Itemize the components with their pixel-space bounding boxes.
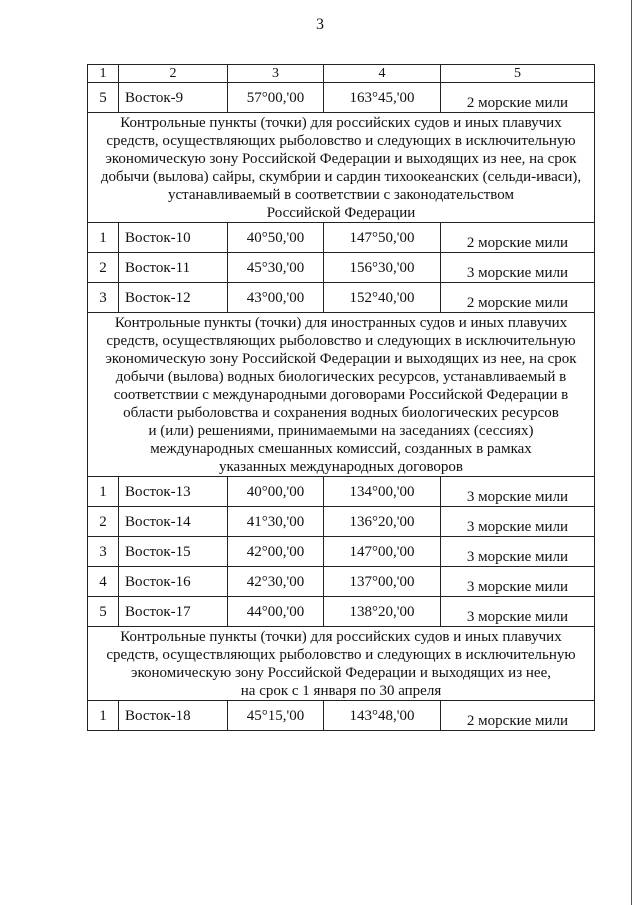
section-heading-line: и (или) решениями, принимаемыми на заседаниях (сессиях)	[148, 423, 534, 439]
section-heading-line: Российской Федерации	[266, 205, 416, 221]
point-name-cell: Восток-16	[119, 567, 228, 597]
table-row	[88, 537, 595, 567]
longitude-cell: 138°20,'00	[324, 597, 441, 627]
latitude-cell: 42°30,'00	[228, 567, 324, 597]
section-heading-line: средств, осуществляющих рыболовство и следующих в исключительную	[106, 133, 576, 149]
section-heading-line: Контрольные пункты (точки) для российских судов и иных плавучих	[120, 629, 562, 645]
distance-cell: 2 морские мили	[441, 223, 595, 253]
point-name-cell: Восток-17	[119, 597, 228, 627]
table-row	[88, 223, 595, 253]
row-number-cell: 2	[88, 253, 119, 283]
section-heading-line: на срок с 1 января по 30 апреля	[240, 683, 442, 699]
point-name-cell: Восток-13	[119, 477, 228, 507]
section-heading-line: Контрольные пункты (точки) для иностранных судов и иных плавучих	[114, 315, 568, 331]
page-number: 3	[316, 16, 324, 33]
section-heading-line: экономическую зону Российской Федерации и выходящих из нее, на срок	[105, 351, 577, 367]
section-heading	[88, 113, 595, 223]
distance-cell: 3 морские мили	[441, 567, 595, 597]
longitude-cell: 163°45,'00	[324, 83, 441, 113]
point-name-cell: Восток-12	[119, 283, 228, 313]
column-number-3: 3	[228, 65, 324, 83]
distance-cell: 2 морские мили	[441, 283, 595, 313]
column-number-row	[88, 65, 595, 83]
distance-cell: 3 морские мили	[441, 253, 595, 283]
section-heading-line: средств, осуществляющих рыболовство и следующих в исключительную	[106, 333, 576, 349]
table-body	[88, 65, 595, 731]
section-heading-line: экономическую зону Российской Федерации и выходящих из нее,	[131, 665, 551, 681]
row-number-cell: 1	[88, 477, 119, 507]
control-points-table	[87, 64, 595, 731]
latitude-cell: 40°00,'00	[228, 477, 324, 507]
longitude-cell: 136°20,'00	[324, 507, 441, 537]
column-number-1: 1	[88, 65, 119, 83]
section-heading	[88, 627, 595, 701]
longitude-cell: 137°00,'00	[324, 567, 441, 597]
row-number-cell: 5	[88, 597, 119, 627]
table-row	[88, 283, 595, 313]
row-number-cell: 3	[88, 537, 119, 567]
section-heading-line: указанных международных договоров	[218, 459, 464, 475]
section-heading-line: области рыболовства и сохранения водных биологических ресурсов	[123, 405, 559, 421]
latitude-cell: 40°50,'00	[228, 223, 324, 253]
section-heading-line: соответствии с международными договорами Российской Федерации в	[113, 387, 569, 403]
section-heading-line: экономическую зону Российской Федерации и выходящих из нее, на срок	[105, 151, 577, 167]
latitude-cell: 45°15,'00	[228, 701, 324, 731]
distance-cell: 2 морские мили	[441, 701, 595, 731]
row-number-cell: 1	[88, 701, 119, 731]
point-name-cell: Восток-15	[119, 537, 228, 567]
point-name-cell: Восток-11	[119, 253, 228, 283]
column-number-4: 4	[324, 65, 441, 83]
section-heading	[88, 313, 595, 477]
table-row	[88, 701, 595, 731]
scan-edge-line	[631, 0, 632, 905]
row-number-cell: 4	[88, 567, 119, 597]
section-heading-row	[88, 313, 595, 477]
column-number-2: 2	[119, 65, 228, 83]
section-heading-line: Контрольные пункты (точки) для российских судов и иных плавучих	[120, 115, 562, 131]
section-heading-line: добычи (вылова) водных биологических ресурсов, устанавливаемый в	[115, 369, 567, 385]
table-row	[88, 507, 595, 537]
latitude-cell: 44°00,'00	[228, 597, 324, 627]
latitude-cell: 42°00,'00	[228, 537, 324, 567]
distance-cell: 3 морские мили	[441, 597, 595, 627]
row-number-cell: 3	[88, 283, 119, 313]
longitude-cell: 147°50,'00	[324, 223, 441, 253]
table-row	[88, 597, 595, 627]
row-number-cell: 1	[88, 223, 119, 253]
longitude-cell: 156°30,'00	[324, 253, 441, 283]
section-heading-line: добычи (вылова) сайры, скумбрии и сардин тихоокеанских (сельди-иваси),	[100, 169, 582, 185]
row-number-cell: 5	[88, 83, 119, 113]
section-heading-line: средств, осуществляющих рыболовство и следующих в исключительную	[106, 647, 576, 663]
row-number-cell: 2	[88, 507, 119, 537]
section-heading-line: устанавливаемый в соответствии с законодательством	[168, 187, 514, 203]
longitude-cell: 134°00,'00	[324, 477, 441, 507]
longitude-cell: 147°00,'00	[324, 537, 441, 567]
table-row	[88, 253, 595, 283]
point-name-cell: Восток-18	[119, 701, 228, 731]
point-name-cell: Восток-10	[119, 223, 228, 253]
point-name-cell: Восток-14	[119, 507, 228, 537]
table-row	[88, 83, 595, 113]
latitude-cell: 41°30,'00	[228, 507, 324, 537]
distance-cell: 3 морские мили	[441, 507, 595, 537]
point-name-cell: Восток-9	[119, 83, 228, 113]
latitude-cell: 43°00,'00	[228, 283, 324, 313]
latitude-cell: 45°30,'00	[228, 253, 324, 283]
section-heading-row	[88, 627, 595, 701]
table-row	[88, 567, 595, 597]
distance-cell: 3 морские мили	[441, 477, 595, 507]
longitude-cell: 152°40,'00	[324, 283, 441, 313]
longitude-cell: 143°48,'00	[324, 701, 441, 731]
section-heading-row	[88, 113, 595, 223]
distance-cell: 3 морские мили	[441, 537, 595, 567]
latitude-cell: 57°00,'00	[228, 83, 324, 113]
section-heading-line: международных смешанных комиссий, созданных в рамках	[150, 441, 532, 457]
column-number-5: 5	[441, 65, 595, 83]
table-row	[88, 477, 595, 507]
distance-cell: 2 морские мили	[441, 83, 595, 113]
